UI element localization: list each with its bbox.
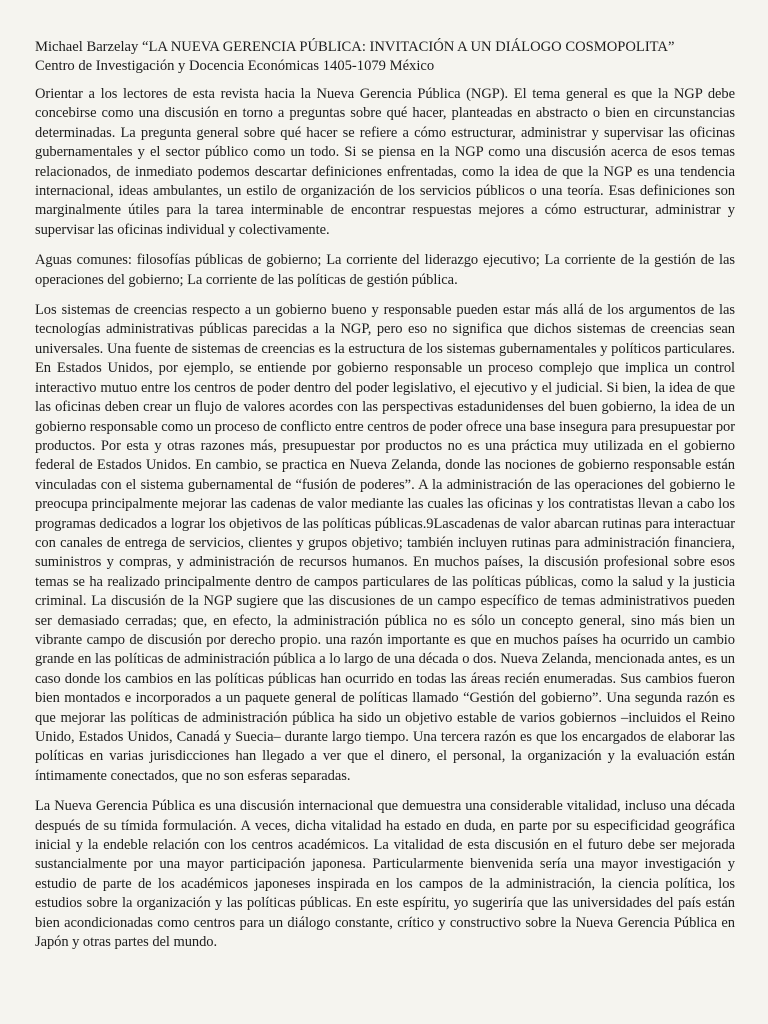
paragraph-introduction: Orientar a los lectores de esta revista hacia la Nueva Gerencia Pública (NGP). El tema general es que la NGP debe concebirse como una discusión en torno a preguntas sobre qué hacer, planteadas en abstracto o bien en circunstancias determinadas. La pregunta general sobre qué hacer se refiere a cómo estructurar, administrar y supervisar las oficinas gubernamentales y el sector público como un todo. Si se piensa en la NGP como una discusión acerca de esos temas relacionados, de inmediato podemos descartar definiciones enfrentadas, como la idea de que la NGP es una tendencia internacional, ideas ambulantes, un estilo de organización de los servicios públicos o una teoría. Esas definiciones son marginalmente útiles para la tarea interminable de encontrar respuestas mejores a cómo estructurar, administrar y supervisar las oficinas individual y colectivamente.	[35, 86, 735, 238]
paragraph-common-waters: Aguas comunes: filosofías públicas de gobierno; La corriente del liderazgo ejecutivo; La corriente de la gestión de las operaciones del gobierno; La corriente de las políticas de gestión pública.	[35, 252, 735, 288]
document-page	[35, 38, 735, 963]
document-subtitle: Centro de Investigación y Docencia Económicas 1405-1079 México	[35, 58, 435, 74]
paragraph-belief-systems: Los sistemas de creencias respecto a un gobierno bueno y responsable pueden estar más allá de los argumentos de las tecnologías administrativas públicas parecidas a la NGP, pero eso no significa que dichos sistemas de creencias sean universales. Una fuente de sistemas de creencias es la estructura de los sistemas gubernamentales y políticos particulares. En Estados Unidos, por ejemplo, se entiende por gobierno responsable un proceso complejo que implica un control interactivo mutuo entre los centros de poder dentro del poder legislativo, el ejecutivo y el judicial. Si bien, la idea de que las oficinas deben crear un flujo de valores acordes con las perspectivas estadunidenses del buen gobierno, la idea de un gobierno responsable como un proceso de conflicto entre centros de poder ofrece una base insegura para presupuestar por productos. Por esta y otras razones más, presupuestar por productos no es una práctica muy utilizada en el gobierno federal de Estados Unidos. En cambio, se practica en Nueva Zelanda, donde las nociones de gobierno responsable están vinculadas con el sistema gubernamental de “fusión de poderes”. A la administración de las operaciones del gobierno le preocupa principalmente mejorar las cadenas de valor mediante las cuales las oficinas y los contratistas llevan a cabo los programas dedicados a lograr los objetivos de las políticas públicas.9Lascadenas de valor abarcan rutinas para interactuar con canales de entrega de servicios, clientes y grupos objetivo; también incluyen rutinas para administración financiera, suministros y compras, y administración de recursos humanos. En muchos países, la discusión profesional sobre esos temas se ha realizado principalmente dentro de campos particulares de las políticas públicas, como la salud y la justicia criminal. La discusión de la NGP sugiere que las discusiones de un campo específico de temas administrativos pueden ser demasiado cerradas; que, en efecto, la administración pública no es sólo un concepto general, sino más bien un vibrante campo de discusión por derecho propio. una razón importante es que en muchos países ha ocurrido un cambio grande en las políticas de administración pública a lo largo de una década o dos. Nueva Zelanda, mencionada antes, es un caso donde los cambios en las políticas públicas han ocurrido en todas las áreas recién enumeradas. Sus cambios fueron bien montados e incorporados a un paquete general de políticas llamado “Gestión del gobierno”. Una segunda razón es que mejorar las políticas de administración pública ha sido un objetivo estable de varios gobiernos –incluidos el Reino Unido, Estados Unidos, Canadá y Suecia– durante largo tiempo. Una tercera razón es que los encargados de elaborar las políticas en varias jurisdicciones han llegado a ver que el dinero, el personal, la organización y la evaluación están íntimamente conectados, que no son esferas separadas.	[35, 302, 735, 784]
paragraph-conclusion: La Nueva Gerencia Pública es una discusión internacional que demuestra una considerable vitalidad, incluso una década después de su tímida formulación. A veces, dicha vitalidad ha estado en duda, en parte por su especificidad geográfica inicial y la endeble relación con los centros académicos. La vitalidad de esta discusión en el futuro debe ser mejorada sustancialmente por una mayor participación japonesa. Particularmente bienvenida sería una mayor investigación y estudio de parte de los académicos japoneses inspirada en los campos de la administración, la ciencia política, los estudios sobre la organización y las políticas públicas. En este espíritu, yo sugeriría que las universidades del país están bien acondicionadas como centros para un diálogo constante, crítico y constructivo sobre la Nueva Gerencia Pública en Japón y otras partes del mundo.	[35, 798, 735, 951]
document-title: Michael Barzelay “LA NUEVA GERENCIA PÚBLICA: INVITACIÓN A UN DIÁLOGO COSMOPOLITA”	[35, 39, 675, 55]
